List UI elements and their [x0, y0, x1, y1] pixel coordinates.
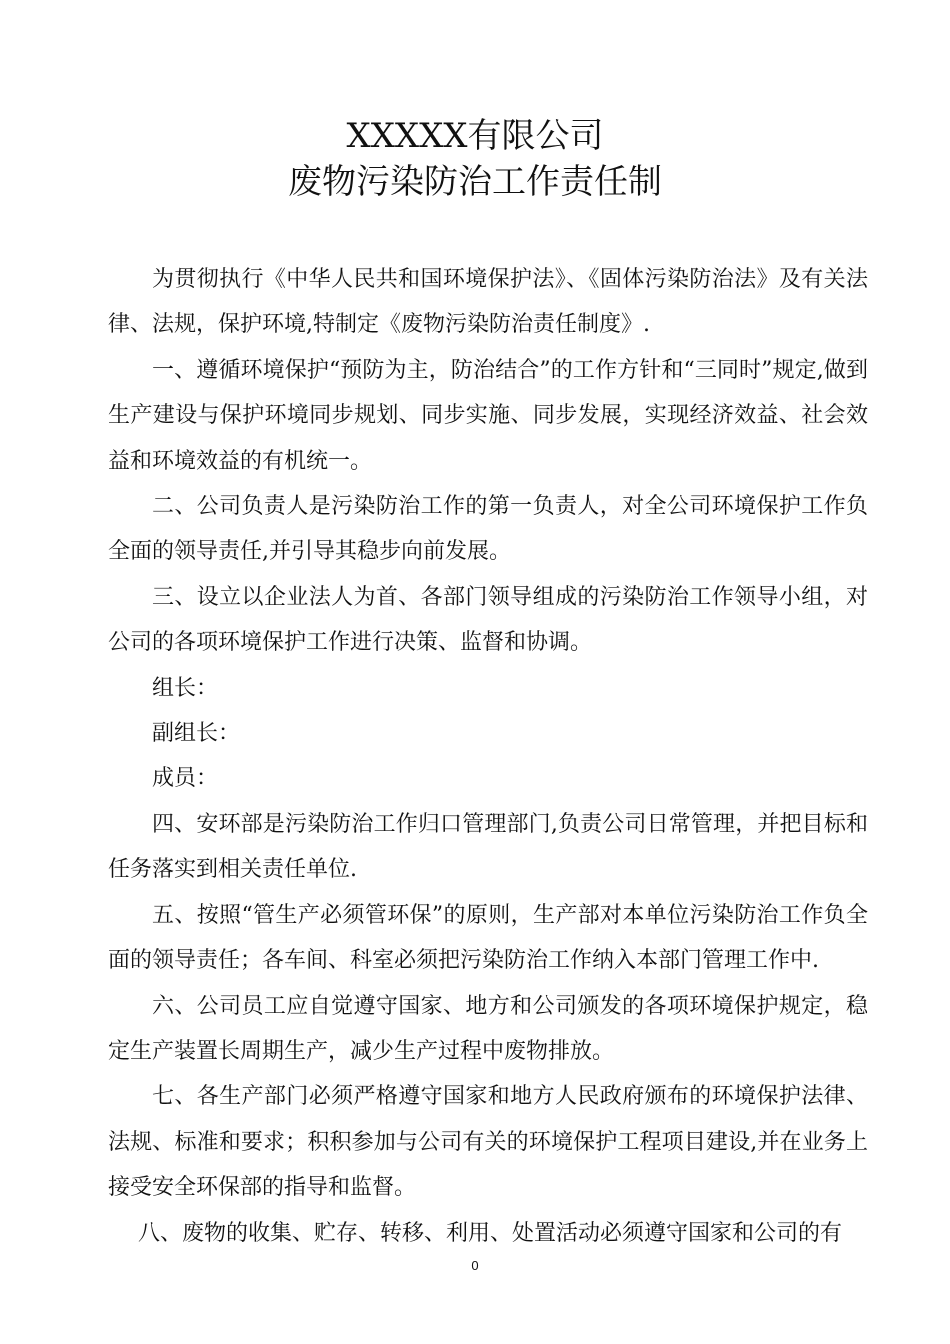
paragraph-4: 四、安环部是污染防治工作归口管理部门,负责公司日常管理，并把目标和任务落实到相关责任单位.: [108, 811, 868, 883]
page-number: 0: [471, 1258, 479, 1273]
document-title: 废物污染防治工作责任制: [288, 162, 662, 202]
deputy-leader-line: 副组长：: [152, 721, 241, 747]
paragraph-intro: 为贯彻执行《中华人民共和国环境保护法》、《固体污染防治法》及有关法律、法规，保护环境,特制定《废物污染防治责任制度》.: [108, 267, 868, 338]
company-title: XXXXX有限公司: [346, 116, 604, 156]
paragraph-3: 三、设立以企业法人为首、各部门领导组成的污染防治工作领导小组，对公司的各项环境保护工作进行决策、监督和协调。: [108, 584, 868, 656]
document-body: [108, 257, 868, 1256]
paragraph-2: 二、公司负责人是污染防治工作的第一负责人，对全公司环境保护工作负全面的领导责任,并引导其稳步向前发展。: [108, 494, 868, 565]
paragraph-1: 一、遵循环境保护“预防为主，防治结合”的工作方针和“三同时”规定,做到生产建设与保护环境同步规划、同步实施、同步发展，实现经济效益、社会效益和环境效益的有机统一。: [108, 357, 868, 474]
paragraph-8: 八、废物的收集、贮存、转移、利用、处置活动必须遵守国家和公司的有: [138, 1220, 843, 1246]
paragraph-6: 六、公司员工应自觉遵守国家、地方和公司颁发的各项环境保护规定，稳定生产装置长周期生产，减少生产过程中废物排放。: [108, 993, 868, 1064]
paragraph-5: 五、按照“管生产必须管环保”的原则，生产部对本单位污染防治工作负全面的领导责任；各车间、科室必须把污染防治工作纳入本部门管理工作中.: [108, 902, 868, 974]
paragraph-7: 七、各生产部门必须严格遵守国家和地方人民政府颁布的环境保护法律、法规、标准和要求；积积参加与公司有关的环境保护工程项目建设,并在业务上接受安全环保部的指导和监督。: [108, 1084, 868, 1201]
members-line: 成员：: [152, 766, 219, 792]
group-leader-line: 组长：: [152, 675, 219, 701]
